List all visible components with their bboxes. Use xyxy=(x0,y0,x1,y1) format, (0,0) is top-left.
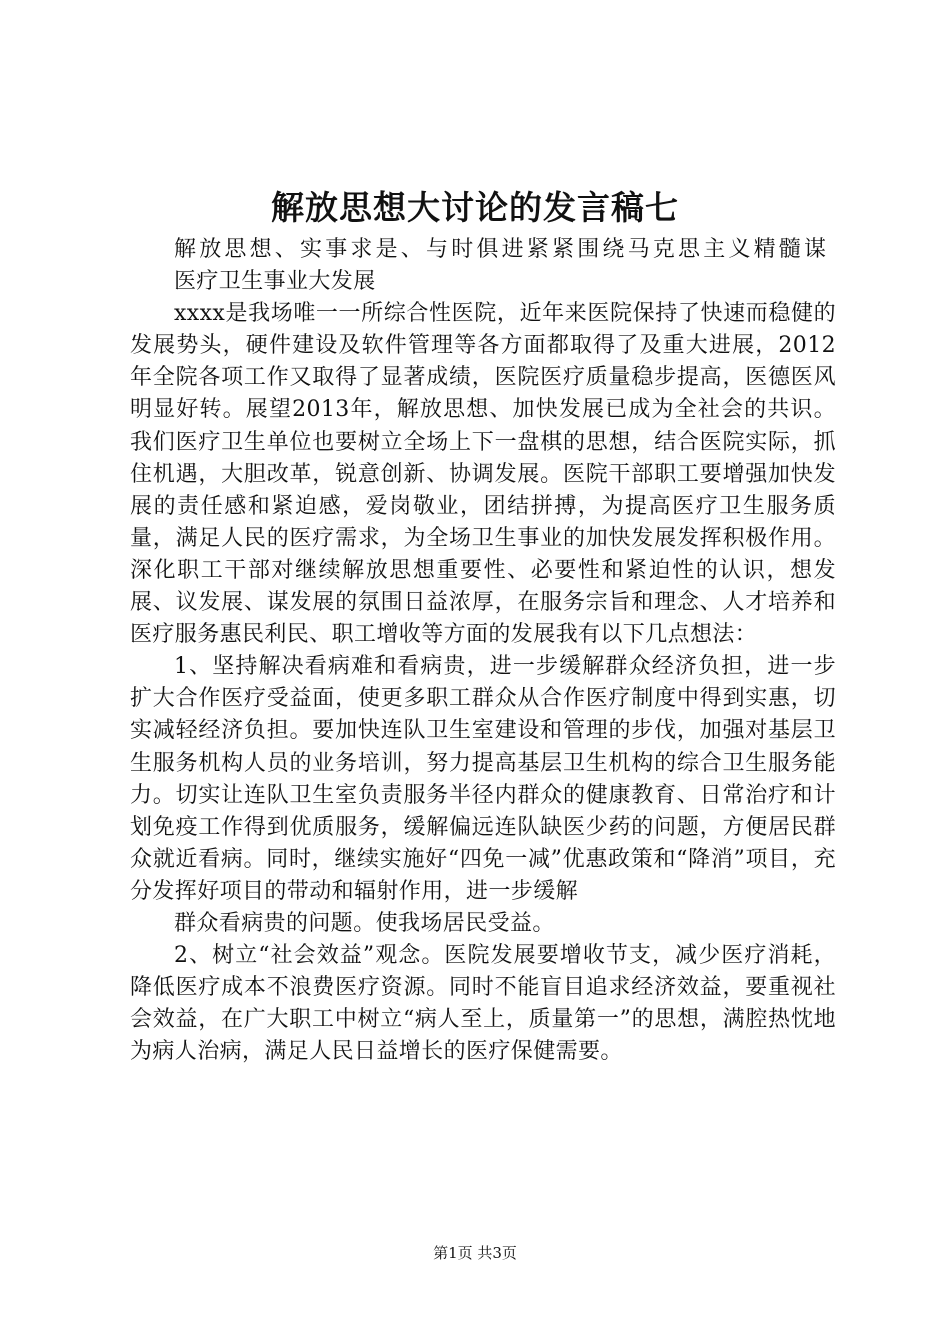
paragraph-point-1-continued: 群众看病贵的问题。使我场居民受益。 xyxy=(174,910,555,936)
page-footer: 第1页 共3页 xyxy=(433,1244,517,1262)
paragraph-heading-line-2: 医疗卫生事业大发展 xyxy=(174,269,376,295)
document-title: 解放思想大讨论的发言稿七 xyxy=(271,188,679,227)
document-body xyxy=(130,234,836,1068)
paragraph-intro: xxxx是我场唯一一所综合性医院，近年来医院保持了快速而稳健的发展势头，硬件建设及软件管理等各方面都取得了及重大进展，2012年全院各项工作又取得了显著成绩，医院医疗质量稳步提高，医德医风明显好转。展望2013年，解放思想、加快发展已成为全社会的共识。我们医疗卫生单位也要树立全场上下一盘棋的思想，结合医院实际，抓住机遇，大胆改革，锐意创新、协调发展。医院干部职工要增强加快发展的责任感和紧迫感，爱岗敬业，团结拼搏，为提高医疗卫生服务质量，满足人民的医疗需求，为全场卫生事业的加快发展发挥积极作用。深化职工干部对继续解放思想重要性、必要性和紧迫性的认识，想发展、议发展、谋发展的氛围日益浓厚，在服务宗旨和理念、人才培养和医疗服务惠民利民、职工增收等方面的发展我有以下几点想法： xyxy=(130,301,836,648)
paragraph-heading-line-1: 解放思想、实事求是、与时俱进紧紧围绕马克思主义精髓谋 xyxy=(174,237,830,262)
paragraph-point-2: 2、树立“社会效益”观念。医院发展要增收节支，减少医疗消耗，降低医疗成本不浪费医疗资源。同时不能盲目追求经济效益，要重视社会效益，在广大职工中树立“病人至上，质量第一”的思想，满腔热忱地为病人治病，满足人民日益增长的医疗保健需要。 xyxy=(130,943,836,1065)
paragraph-point-1: 1、坚持解决看病难和看病贵，进一步缓解群众经济负担，进一步扩大合作医疗受益面，使更多职工群众从合作医疗制度中得到实惠，切实减轻经济负担。要加快连队卫生室建设和管理的步伐，加强对基层卫生服务机构人员的业务培训，努力提高基层卫生机构的综合卫生服务能力。切实让连队卫生室负责服务半径内群众的健康教育、日常治疗和计划免疫工作得到优质服务，缓解偏远连队缺医少药的问题，方便居民群众就近看病。同时，继续实施好“四免一减”优惠政策和“降消”项目，充分发挥好项目的带动和辐射作用，进一步缓解 xyxy=(130,654,836,904)
